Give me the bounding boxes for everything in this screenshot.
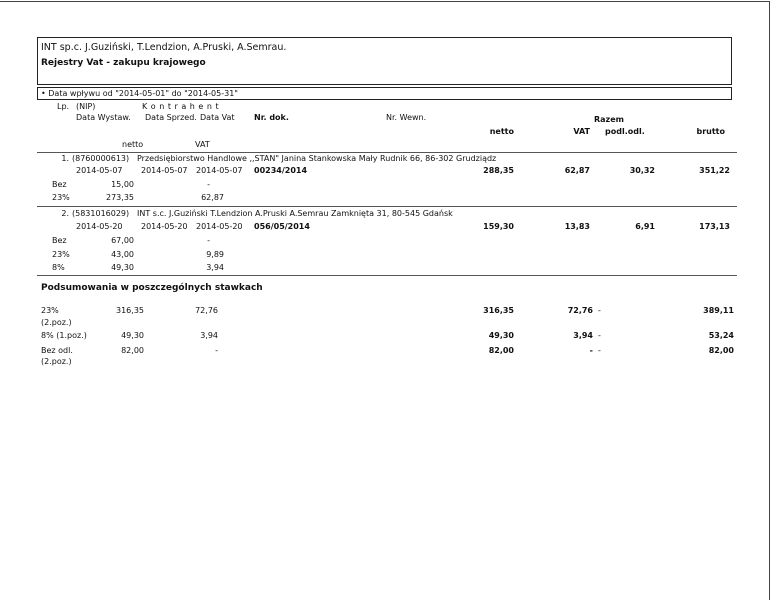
summary-total-podl: - — [598, 306, 601, 315]
col-data-sprzed: Data Sprzed. — [145, 113, 197, 122]
summary-vat: - — [215, 346, 218, 355]
summary-total-brutto: 389,11 — [703, 306, 734, 315]
rate-netto: 43,00 — [111, 250, 134, 259]
entry-vat: 13,83 — [564, 222, 590, 231]
col-data-vat: Data Vat — [200, 113, 235, 122]
summary-total-brutto: 53,24 — [708, 331, 734, 340]
col-nr-wewn: Nr. Wewn. — [386, 113, 427, 122]
summary-count: (2.poz.) — [41, 318, 72, 327]
rate-vat: 62,87 — [201, 193, 224, 202]
col-netto: netto — [489, 127, 514, 136]
summary-total-podl: - — [598, 346, 601, 355]
entry-nip: (5831016029) — [72, 209, 130, 218]
summary-total-vat: - — [589, 346, 593, 355]
entry-podl-odl: 6,91 — [635, 222, 655, 231]
entry-divider — [37, 206, 737, 207]
entry-nr-dok: 00234/2014 — [254, 166, 308, 175]
summary-total-netto: 316,35 — [483, 306, 514, 315]
entry-contractor: Przedsiębiorstwo Handlowe ,,STAN" Janina Stankowska Mały Rudnik 66, 86-302 Grudziądz — [137, 154, 497, 163]
entry-data-vat: 2014-05-20 — [196, 222, 243, 231]
entry-lp: 2. — [61, 209, 69, 218]
entry-data-wystaw: 2014-05-07 — [76, 166, 123, 175]
summary-rate: Bez odl. — [41, 346, 73, 355]
rate-vat: - — [207, 236, 210, 245]
report-title: Rejestry Vat - zakupu krajowego — [41, 58, 206, 68]
page-top-border — [0, 1, 770, 2]
summary-vat: 3,94 — [200, 331, 218, 340]
rate-label: 23% — [52, 250, 70, 259]
entry-lp: 1. — [61, 154, 69, 163]
col-podl-odl: podl.odl. — [605, 127, 645, 136]
entry-nip: (8760000613) — [72, 154, 130, 163]
rate-vat: 9,89 — [206, 250, 224, 259]
summary-netto: 82,00 — [121, 346, 144, 355]
rate-netto: 49,30 — [111, 263, 134, 272]
rate-netto: 67,00 — [111, 236, 134, 245]
col-kontrahent: K o n t r a h e n t — [142, 102, 220, 111]
summary-title: Podsumowania w poszczególnych stawkach — [41, 283, 263, 293]
col-sub-netto: netto — [122, 140, 144, 149]
entry-data-wystaw: 2014-05-20 — [76, 222, 123, 231]
rate-vat: - — [207, 180, 210, 189]
summary-rate: 8% (1.poz.) — [41, 331, 87, 340]
header-divider — [37, 152, 737, 153]
col-nr-dok: Nr. dok. — [254, 113, 289, 122]
rate-label: 23% — [52, 193, 70, 202]
entry-data-sprzed: 2014-05-20 — [141, 222, 188, 231]
summary-vat: 72,76 — [195, 306, 218, 315]
summary-total-brutto: 82,00 — [708, 346, 734, 355]
entry-contractor: INT s.c. J.Guziński T.Lendzion A.Pruski A.Semrau Zamknięta 31, 80-545 Gdańsk — [137, 209, 453, 218]
entry-brutto: 173,13 — [699, 222, 730, 231]
entry-podl-odl: 30,32 — [629, 166, 655, 175]
report-header — [37, 37, 732, 85]
rate-netto: 273,35 — [106, 193, 134, 202]
rate-vat: 3,94 — [206, 263, 224, 272]
summary-count: (2.poz.) — [41, 357, 72, 366]
col-lp: Lp. — [57, 102, 70, 111]
entry-data-vat: 2014-05-07 — [196, 166, 243, 175]
summary-netto: 49,30 — [121, 331, 144, 340]
summary-total-podl: - — [598, 331, 601, 340]
entry-netto: 159,30 — [483, 222, 514, 231]
col-brutto: brutto — [696, 127, 725, 136]
date-filter: • Data wpływu od "2014-05-01" do "2014-05-31" — [41, 89, 238, 98]
col-sub-vat: VAT — [195, 140, 210, 149]
rate-label: Bez — [52, 236, 67, 245]
rate-label: 8% — [52, 263, 65, 272]
col-razem: Razem — [594, 115, 624, 124]
rate-netto: 15,00 — [111, 180, 134, 189]
col-nip: (NIP) — [76, 102, 96, 111]
entry-vat: 62,87 — [564, 166, 590, 175]
summary-netto: 316,35 — [116, 306, 144, 315]
summary-total-netto: 82,00 — [488, 346, 514, 355]
summary-rate: 23% — [41, 306, 59, 315]
entry-netto: 288,35 — [483, 166, 514, 175]
summary-divider — [37, 275, 737, 276]
summary-total-vat: 72,76 — [567, 306, 593, 315]
entry-data-sprzed: 2014-05-07 — [141, 166, 188, 175]
company-name: INT sp.c. J.Guziński, T.Lendzion, A.Pruski, A.Semrau. — [41, 42, 287, 53]
summary-total-vat: 3,94 — [573, 331, 593, 340]
summary-total-netto: 49,30 — [488, 331, 514, 340]
filter-box — [37, 87, 732, 100]
entry-nr-dok: 056/05/2014 — [254, 222, 310, 231]
entry-brutto: 351,22 — [699, 166, 730, 175]
rate-label: Bez — [52, 180, 67, 189]
col-vat: VAT — [573, 127, 590, 136]
col-data-wystaw: Data Wystaw. — [76, 113, 131, 122]
